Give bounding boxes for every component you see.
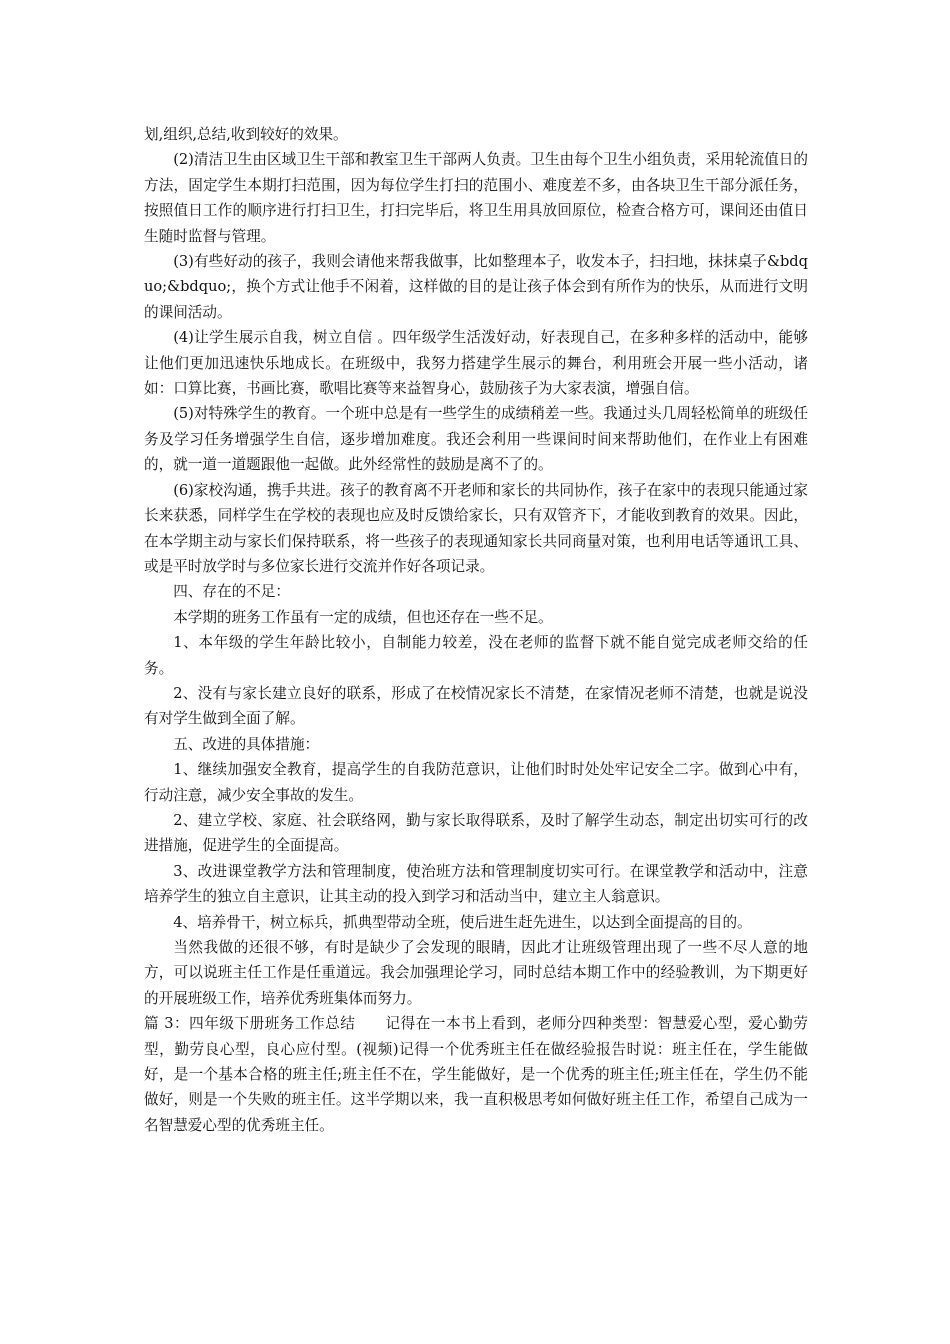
list-item: 3、改进课堂教学方法和管理制度，使治班方法和管理制度切实可行。在课堂教学和活动中，注意培养学生的独立自主意识，让其主动的投入到学习和活动当中，建立主人翁意识。 bbox=[144, 862, 808, 906]
list-item: 1、继续加强安全教育，提高学生的自我防范意识，让他们时时处处牢记安全二字。做到心中有，行动注意，减少安全事故的发生。 bbox=[144, 761, 808, 804]
paragraph: (2)清洁卫生由区域卫生干部和教室卫生干部两人负责。卫生由每个卫生小组负责，采用轮流值日的方法，固定学生本期打扫范围，因为每位学生打扫的范围小、难度差不多，由各块卫生干部分派任务，按照值日工作的顺序进行打扫卫生，打扫完毕后，将卫生用具放回原位，检查合格方可，课间还由值日生随时监督与管理。 bbox=[144, 151, 808, 245]
paragraph: 划,组织,总结,收到较好的效果。 bbox=[144, 126, 348, 143]
paragraph: (4)让学生展示自我，树立自信 。四年级学生活泼好动，好表现自己，在多种多样的活动中，能够让他们更加迅速快乐地成长。在班级中，我努力搭建学生展示的舞台，利用班会开展一些小活动，诸如：口算比赛，书画比赛，歌唱比赛等来益智身心，鼓励孩子为大家表演，增强自信。 bbox=[144, 329, 808, 398]
paragraph: 本学期的班务工作虽有一定的成绩，但也还存在一些不足。 bbox=[173, 608, 553, 626]
list-item: 4、培养骨干，树立标兵，抓典型带动全班，使后进生赶先进生，以达到全面提高的目的。 bbox=[173, 913, 752, 931]
paragraph: (6)家校沟通，携手共进。孩子的教育离不开老师和家长的共同协作，孩子在家中的表现只能通过家长来获悉，同样学生在学校的表现也应及时反馈给家长，只有双管齐下，才能收到教育的效果。因此，在本学期主动与家长们保持联系，将一些孩子的表现通知家长共同商量对策，也利用电话等通讯工具、或是平时放学时与多位家长进行交流并作好各项记录。 bbox=[144, 481, 808, 575]
section-heading: 五、改进的具体措施： bbox=[173, 735, 320, 753]
document-body bbox=[144, 122, 808, 1138]
list-item: 2、建立学校、家庭、社会联络网，勤与家长取得联系，及时了解学生动态，制定出切实可行的改进措施，促进学生的全面提高。 bbox=[144, 811, 808, 855]
list-item: 1、本年级的学生年龄比较小，自制能力较差，没在老师的监督下就不能自觉完成老师交给的任务。 bbox=[144, 634, 808, 677]
section-heading: 四、存在的不足： bbox=[173, 583, 290, 601]
list-item: 2、没有与家长建立良好的联系，形成了在校情况家长不清楚，在家情况老师不清楚，也就是说没有对学生做到全面了解。 bbox=[144, 684, 808, 728]
paragraph: (3)有些好动的孩子，我则会请他来帮我做事，比如整理本子，收发本子，扫扫地，抹抹桌子&bdquo;&bdquo;，换个方式让他手不闲着，这样做的目的是让孩子体会到有所作为的快乐，从而进行文明的课间活动。 bbox=[144, 253, 808, 321]
paragraph: 当然我做的还很不够，有时是缺少了会发现的眼睛，因此才让班级管理出现了一些不尽人意的地方，可以说班主任工作是任重道远。我会加强理论学习，同时总结本期工作中的经验教训，为下期更好的开展班级工作，培养优秀班集体而努力。 bbox=[144, 939, 808, 1007]
article-section-start: 篇 3：四年级下册班务工作总结 记得在一本书上看到，老师分四种类型：智慧爱心型，爱心勤劳型，勤劳良心型，良心应付型。(视频)记得一个优秀班主任在做经验报告时说：班主任在，学生能做好，是一个基本合格的班主任;班主任不在，学生能做好，是一个优秀的班主任;班主任在，学生仍不能做好，则是一个失败的班主任。这半学期以来，我一直积极思考如何做好班主任工作，希望自己成为一名智慧爱心型的优秀班主任。 bbox=[144, 1015, 808, 1134]
paragraph: (5)对特殊学生的教育。一个班中总是有一些学生的成绩稍差一些。我通过头几周轻松简单的班级任务及学习任务增强学生自信，逐步增加难度。我还会利用一些课间时间来帮助他们，在作业上有困难的，就一道一道题跟他一起做。此外经常性的鼓励是离不了的。 bbox=[144, 405, 808, 474]
